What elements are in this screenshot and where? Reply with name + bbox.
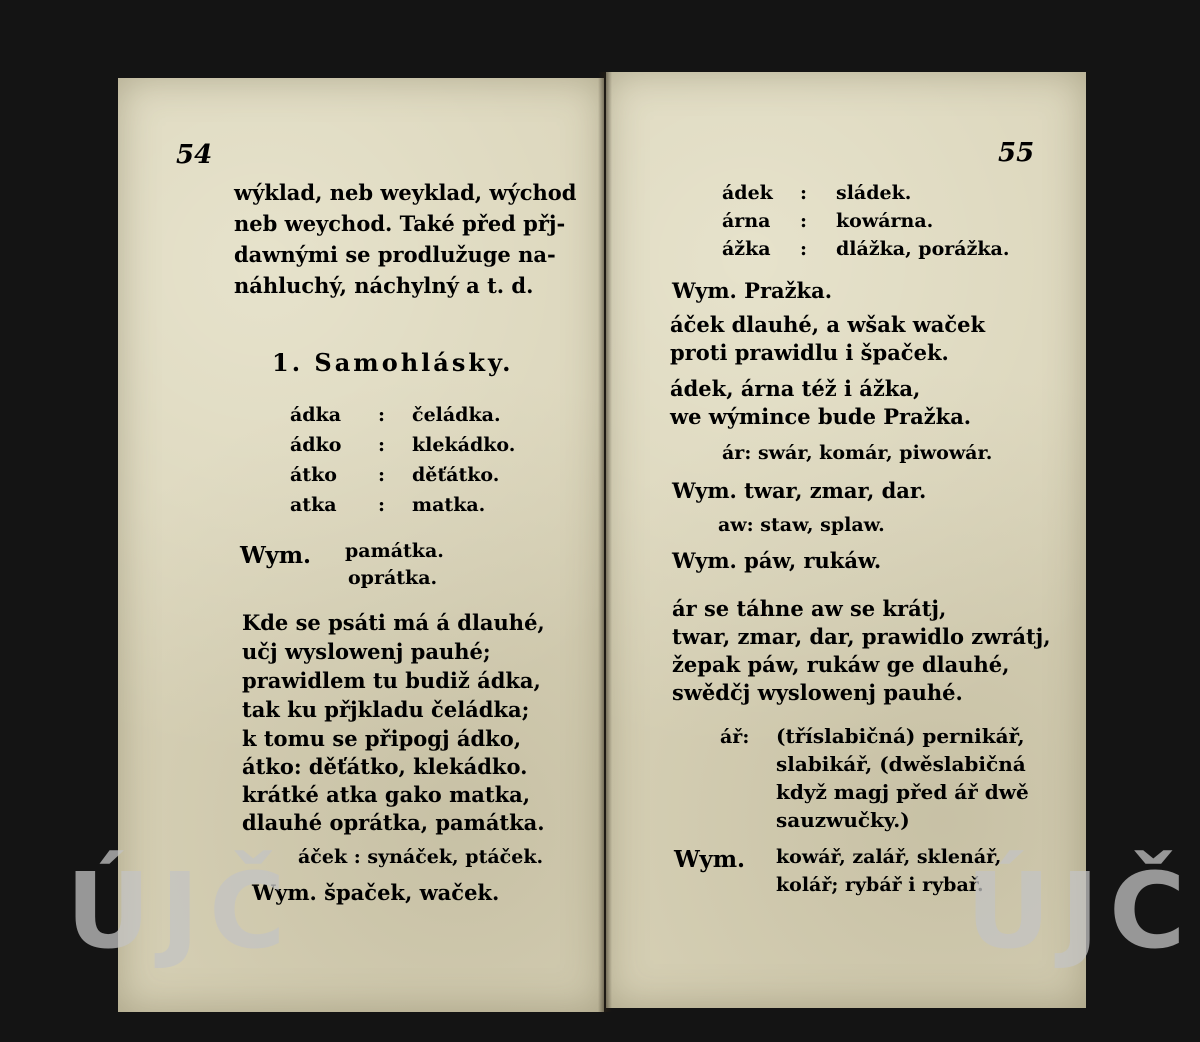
- ar2-line: když magj před ář dwě: [776, 780, 1029, 804]
- verse-line: swědčj wyslowenj pauhé.: [672, 680, 963, 705]
- wym-value: kowář, zalář, sklenář,: [776, 846, 1002, 868]
- verse-line: twar, zmar, dar, prawidlo zwrátj,: [672, 624, 1051, 649]
- wym-label: Wym.: [674, 846, 746, 873]
- verse-line: Kde se psáti má á dlauhé,: [242, 610, 545, 635]
- ending-cell: ádek: [722, 182, 773, 204]
- verse-line: k tomu se připogj ádko,: [242, 726, 522, 751]
- wym-line: Wym. twar, zmar, dar.: [672, 478, 927, 503]
- ar-line: ár: swár, komár, piwowár.: [722, 442, 993, 464]
- section-heading: 1. Samohlásky.: [272, 348, 514, 377]
- verse-line: prawidlem tu budiž ádka,: [242, 668, 541, 693]
- rule-line: proti prawidlu i špaček.: [670, 340, 949, 365]
- ending-cell: ádko: [290, 434, 342, 456]
- example-cell: dlážka, porážka.: [836, 238, 1010, 260]
- aw-line: aw: staw, splaw.: [718, 514, 885, 536]
- watermark-logo: ÚJČ: [966, 850, 1196, 972]
- rule-line: áček dlauhé, a wšak waček: [670, 312, 986, 337]
- separator: :: [800, 182, 808, 204]
- acek-line: áček : synáček, ptáček.: [298, 846, 544, 868]
- right-page-number: 55: [998, 138, 1035, 168]
- wym-line: Wym. špaček, waček.: [252, 880, 500, 905]
- separator: :: [800, 238, 808, 260]
- verse-line: krátké atka gako matka,: [242, 782, 531, 807]
- left-page-number: 54: [176, 140, 213, 170]
- example-cell: kowárna.: [836, 210, 934, 232]
- ending-cell: átko: [290, 464, 337, 486]
- ending-cell: ádka: [290, 404, 342, 426]
- ar2-line: slabikář, (dwěslabičná: [776, 752, 1026, 776]
- book-gutter: [598, 72, 612, 1012]
- example-cell: matka.: [412, 494, 486, 516]
- wym-label: Wym.: [240, 542, 312, 569]
- ar2-line: (tříslabičná) pernikář,: [776, 724, 1025, 748]
- verse-line: učj wyslowenj pauhé;: [242, 639, 491, 664]
- separator: :: [378, 464, 386, 486]
- wym-line: Wym. Pražka.: [672, 278, 833, 303]
- verse-line: dlauhé oprátka, památka.: [242, 810, 545, 835]
- separator: :: [800, 210, 808, 232]
- separator: :: [378, 404, 386, 426]
- ending-cell: ážka: [722, 238, 771, 260]
- left-text-line: wýklad, neb weyklad, wýchod: [234, 180, 577, 205]
- ar2-label: ář:: [720, 726, 750, 748]
- left-text-line: náhluchý, náchylný a t. d.: [234, 273, 534, 298]
- ar2-line: sauzwučky.): [776, 808, 910, 832]
- rule-line: we wýmince bude Pražka.: [670, 404, 972, 429]
- rule-line: ádek, árna též i ážka,: [670, 376, 921, 401]
- separator: :: [378, 434, 386, 456]
- verse-line: átko: děťátko, klekádko.: [242, 754, 528, 779]
- wym-value: kolář; rybář i rybař.: [776, 874, 984, 896]
- wym-value: památka.: [345, 540, 444, 562]
- ending-cell: atka: [290, 494, 337, 516]
- watermark-logo: ÚJČ: [66, 850, 296, 972]
- example-cell: čeládka.: [412, 404, 501, 426]
- verse-line: žepak páw, rukáw ge dlauhé,: [672, 652, 1010, 677]
- wym-line: Wym. páw, rukáw.: [672, 548, 882, 573]
- left-text-line: dawnými se prodlužuge na-: [234, 242, 556, 267]
- verse-line: ár se táhne aw se krátj,: [672, 596, 947, 621]
- separator: :: [378, 494, 386, 516]
- example-cell: klekádko.: [412, 434, 516, 456]
- left-text-line: neb weychod. Také před přj-: [234, 211, 566, 236]
- ending-cell: árna: [722, 210, 771, 232]
- example-cell: děťátko.: [412, 464, 500, 486]
- example-cell: sládek.: [836, 182, 912, 204]
- wym-value: oprátka.: [348, 567, 438, 589]
- verse-line: tak ku přjkladu čeládka;: [242, 697, 530, 722]
